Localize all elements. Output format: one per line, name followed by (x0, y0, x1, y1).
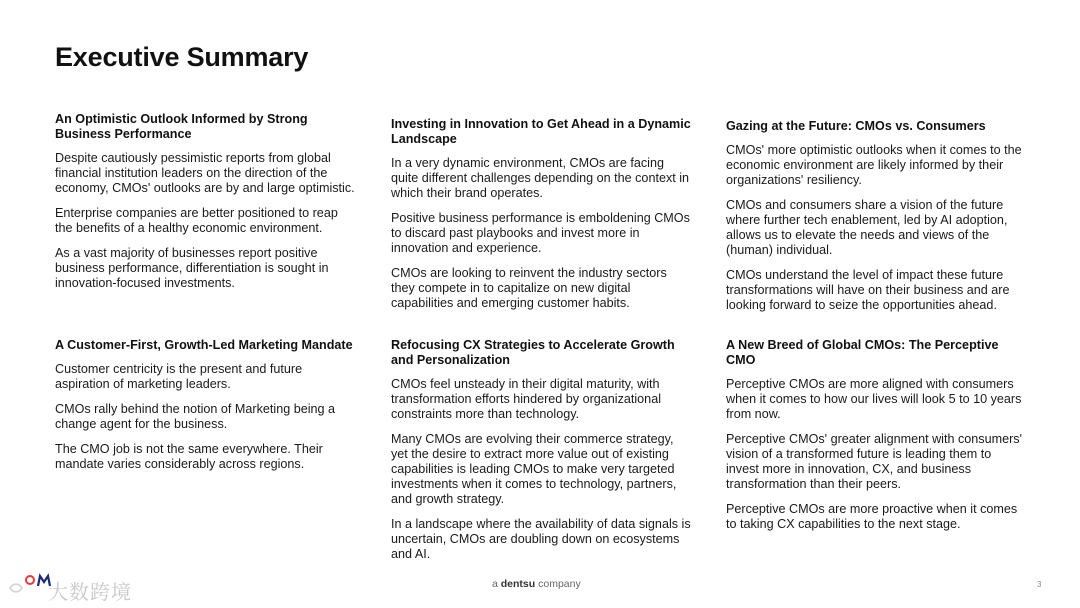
section-refocusing-cx (391, 338, 691, 572)
section-gazing-future (726, 119, 1026, 323)
section-optimistic-outlook (55, 112, 355, 301)
section-paragraph: CMOs rally behind the notion of Marketing being a change agent for the business. (55, 402, 336, 431)
section-paragraph: In a landscape where the availability of data signals is uncertain, CMOs are doubling down on ecosystems and AI. (391, 517, 691, 561)
section-paragraph: Enterprise companies are better positioned to reap the benefits of a healthy economic environment. (55, 206, 338, 235)
section-paragraph: Many CMOs are evolving their commerce strategy, yet the desire to extract more value out of existing capabilities is leading CMOs to make very targeted investments when it comes to technology, partners, and growth strategy. (391, 432, 677, 506)
brand-name: dentsu (500, 578, 536, 590)
section-paragraph: CMOs are looking to reinvent the industry sectors they compete in to capitalize on new digital capabilities and emerging customer habits. (391, 266, 667, 310)
section-paragraph: Perceptive CMOs' greater alignment with consumers' vision of a transformed future is leading them to invest more in innovation, CX, and business transformation than their peers. (726, 432, 1022, 491)
brand-prefix: a (492, 578, 498, 590)
section-paragraph: CMOs understand the level of impact these future transformations will have on their business and are looking forward to seize the opportunities ahead. (726, 268, 1010, 312)
dentsu-brand-line (492, 578, 581, 590)
section-heading: A Customer-First, Growth-Led Marketing Mandate (55, 338, 353, 352)
section-customer-first (55, 338, 355, 482)
section-paragraph: Perceptive CMOs are more proactive when it comes to taking CX capabilities to the next stage. (726, 502, 1018, 531)
section-paragraph: CMOs and consumers share a vision of the future where further tech enablement, led by AI adoption, allows us to elevate the needs and views of the (human) individual. (726, 198, 1008, 257)
section-heading: Investing in Innovation to Get Ahead in a Dynamic Landscape (391, 117, 691, 146)
section-paragraph: In a very dynamic environment, CMOs are facing quite different challenges depending on the context in which their brand operates. (391, 156, 690, 200)
section-paragraph: As a vast majority of businesses report positive business performance, differentiation is sought in innovation-focused investments. (55, 246, 329, 290)
section-heading: An Optimistic Outlook Informed by Strong Business Performance (55, 112, 308, 141)
section-paragraph: Perceptive CMOs are more aligned with consumers when it comes to how our lives will look 5 to 10 years from now. (726, 377, 1022, 421)
page-number: 3 (1037, 580, 1042, 589)
section-heading: A New Breed of Global CMOs: The Perceptive CMO (726, 338, 999, 367)
section-investing-innovation (391, 117, 691, 321)
section-paragraph: Positive business performance is emboldening CMOs to discard past playbooks and invest more in innovation and experience. (391, 211, 690, 255)
section-heading: Gazing at the Future: CMOs vs. Consumers (726, 119, 986, 133)
section-paragraph: Customer centricity is the present and future aspiration of marketing leaders. (55, 362, 303, 391)
page-title: Executive Summary (55, 42, 309, 72)
section-paragraph: The CMO job is not the same everywhere. Their mandate varies considerably across regions. (55, 442, 323, 471)
brand-suffix: company (538, 578, 581, 590)
section-new-breed (726, 338, 1026, 542)
section-paragraph: CMOs' more optimistic outlooks when it comes to the economic environment are likely informed by their organizations' resiliency. (726, 143, 1022, 187)
section-paragraph: CMOs feel unsteady in their digital maturity, with transformation efforts hindered by organizational constraints more than technology. (391, 377, 661, 421)
watermark-text: 大数跨境 (48, 580, 132, 604)
section-paragraph: Despite cautiously pessimistic reports from global financial institution leaders on the direction of the economy, CMOs' outlooks are by and large optimistic. (55, 151, 355, 195)
section-heading: Refocusing CX Strategies to Accelerate Growth and Personalization (391, 338, 675, 367)
